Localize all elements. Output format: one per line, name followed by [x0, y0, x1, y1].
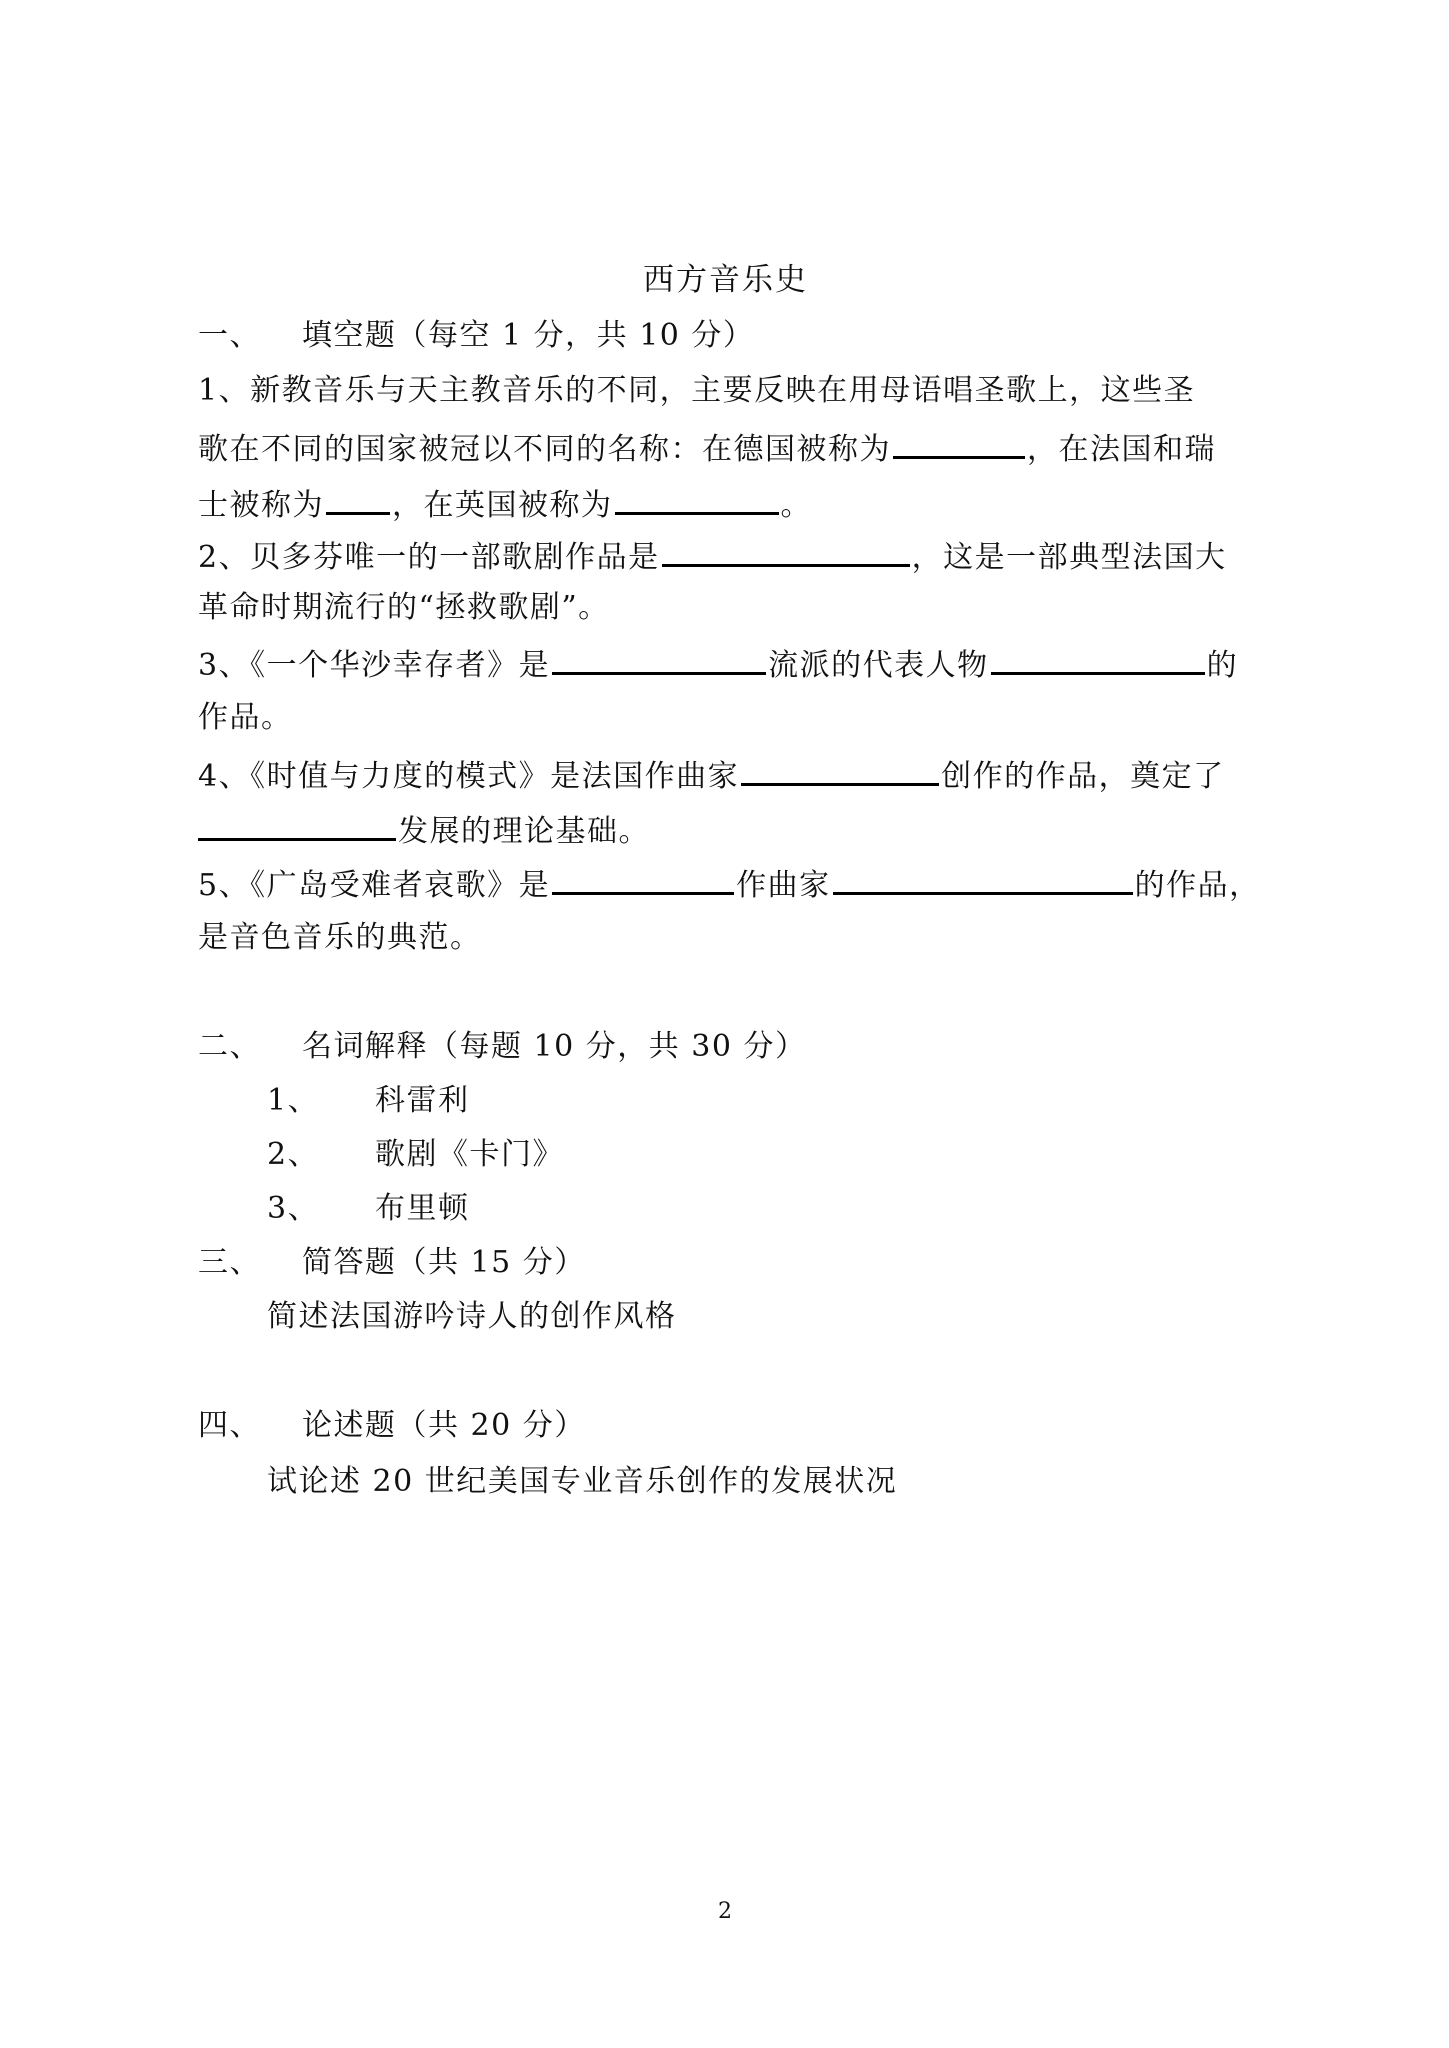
question-text: 的 [1206, 648, 1239, 683]
page-title: 西方音乐史 [643, 262, 808, 298]
section-title: 论述题（共 20 分） [302, 1408, 586, 1443]
answer-blank[interactable] [893, 426, 1025, 459]
item-number: 2、 [267, 1137, 320, 1172]
term-item [267, 1189, 470, 1229]
question-text: 2、贝多芬唯一的一部歌剧作品是 [198, 540, 660, 575]
answer-blank[interactable] [552, 642, 766, 675]
term-text: 布里顿 [375, 1191, 470, 1226]
question-5-line-2 [198, 918, 482, 958]
question-text: ，这是一部典型法国大 [911, 540, 1227, 575]
question-text: 流派的代表人物 [768, 648, 989, 683]
section-number: 二、 [198, 1029, 261, 1064]
answer-blank[interactable] [615, 482, 779, 515]
section-1-heading [198, 316, 754, 356]
answer-blank[interactable] [662, 534, 910, 567]
answer-blank[interactable] [991, 642, 1205, 675]
question-2-line-1 [198, 534, 1227, 574]
essay-question [267, 1462, 897, 1502]
section-title: 填空题（每空 1 分，共 10 分） [302, 318, 755, 353]
term-text: 歌剧《卡门》 [375, 1137, 564, 1172]
question-2-line-2 [198, 588, 610, 628]
answer-blank[interactable] [833, 862, 1133, 895]
question-text: 是音色音乐的典范。 [198, 920, 482, 955]
term-item [267, 1135, 564, 1175]
short-answer-question [267, 1297, 677, 1337]
section-2-heading [198, 1027, 807, 1067]
section-title: 名词解释（每题 10 分，共 30 分） [302, 1029, 807, 1064]
item-number: 3、 [267, 1191, 320, 1226]
answer-blank[interactable] [741, 753, 939, 786]
question-text: ，在法国和瑞 [1027, 432, 1216, 467]
question-text: 的作品， [1134, 868, 1261, 903]
answer-blank[interactable] [552, 862, 734, 895]
question-4-line-2 [198, 808, 650, 848]
question-5-line-1 [198, 862, 1261, 902]
question-text: 5、《广岛受难者哀歌》是 [198, 868, 551, 903]
question-text: ，在英国被称为 [392, 488, 613, 523]
answer-blank[interactable] [198, 808, 396, 841]
question-3-line-2 [198, 698, 293, 738]
question-3-line-1 [198, 642, 1238, 682]
question-text: 士被称为 [198, 488, 324, 523]
question-text: 4、《时值与力度的模式》是法国作曲家 [198, 759, 740, 794]
section-3-heading [198, 1243, 586, 1283]
question-text: 歌在不同的国家被冠以不同的名称：在德国被称为 [198, 432, 891, 467]
question-4-line-1 [198, 753, 1225, 793]
question-1-line-2 [198, 426, 1216, 466]
question-text: 发展的理论基础。 [398, 814, 650, 849]
page-number: 2 [718, 1899, 732, 1924]
question-text: 。 [780, 488, 812, 523]
section-number: 三、 [198, 1245, 261, 1280]
question-text: 革命时期流行的“拯救歌剧”。 [198, 590, 610, 625]
item-number: 1、 [267, 1083, 320, 1118]
answer-blank[interactable] [326, 482, 390, 515]
question-text: 试论述 20 世纪美国专业音乐创作的发展状况 [267, 1464, 898, 1499]
section-4-heading [198, 1406, 586, 1446]
section-title: 简答题（共 15 分） [302, 1245, 586, 1280]
question-1-line-3 [198, 482, 812, 522]
question-text: 作品。 [198, 700, 293, 735]
question-text: 简述法国游吟诗人的创作风格 [267, 1299, 677, 1334]
question-text: 3、《一个华沙幸存者》是 [198, 648, 551, 683]
question-text: 作曲家 [736, 868, 831, 903]
question-text: 1、新教音乐与天主教音乐的不同，主要反映在用母语唱圣歌上，这些圣 [198, 373, 1196, 408]
section-number: 四、 [198, 1408, 261, 1443]
question-1-line-1 [198, 371, 1195, 411]
term-item [267, 1081, 470, 1121]
term-text: 科雷利 [375, 1083, 470, 1118]
section-number: 一、 [198, 318, 261, 353]
question-text: 创作的作品，奠定了 [941, 759, 1225, 794]
